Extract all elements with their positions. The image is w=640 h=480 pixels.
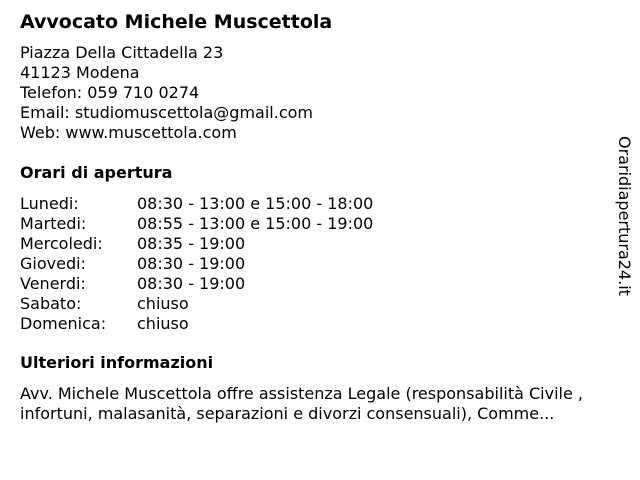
address-street: Piazza Della Cittadella 23 [20,43,224,62]
opening-hours-heading: Orari di apertura [20,163,173,182]
site-watermark: Oraridiapertura24.it [615,136,634,296]
more-info-text: Avv. Michele Muscettola offre assistenza Legale (responsabilità Civile , infortuni, malasanità, separazioni e divorzi consensuali), Comme... [20,384,583,423]
hours-row-saturday [20,294,373,314]
day-label: Giovedi: [20,254,86,273]
day-hours: chiuso [137,294,189,313]
day-label: Mercoledi: [20,234,103,253]
hours-row-friday [20,274,373,294]
hours-row-wednesday [20,234,373,254]
day-label: Sabato: [20,294,82,313]
business-name: Avvocato Michele Muscettola [20,11,333,33]
hours-row-sunday [20,314,373,334]
address-city: 41123 Modena [20,63,140,82]
contact-block [20,43,313,143]
day-label: Lunedi: [20,194,79,213]
day-hours: 08:30 - 13:00 e 15:00 - 18:00 [137,194,374,213]
more-info-heading: Ulteriori informazioni [20,353,214,372]
email-address: Email: studiomuscettola@gmail.com [20,103,313,122]
phone-number: Telefon: 059 710 0274 [20,83,200,102]
website: Web: www.muscettola.com [20,123,237,142]
day-hours: 08:55 - 13:00 e 15:00 - 19:00 [137,214,374,233]
day-label: Venerdi: [20,274,86,293]
day-label: Martedi: [20,214,87,233]
hours-row-monday [20,194,373,214]
day-hours: 08:30 - 19:00 [137,274,246,293]
hours-row-tuesday [20,214,373,234]
day-hours: chiuso [137,314,189,333]
day-hours: 08:30 - 19:00 [137,254,246,273]
opening-hours-table [20,194,373,334]
hours-row-thursday [20,254,373,274]
day-hours: 08:35 - 19:00 [137,234,246,253]
day-label: Domenica: [20,314,107,333]
